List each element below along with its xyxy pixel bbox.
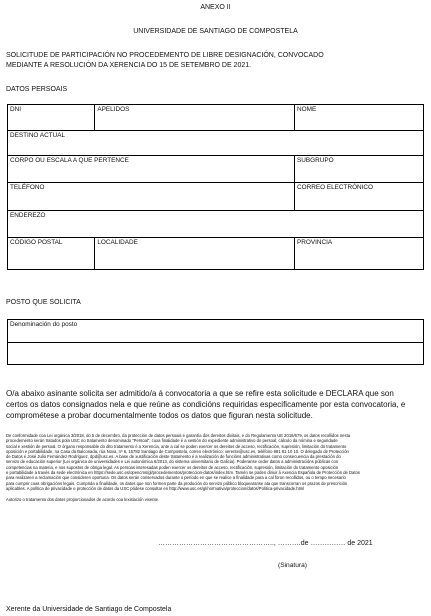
privacy-line: competencias na materia, e nos supostos de obriga legal. As persoas interesadas poden exercer os dereitos de acceso, rectificación, supresión, limitación do tratamento oposición [6,464,339,470]
province-field[interactable]: PROVINCIA [295,238,424,270]
annex-label: ANEXO II [200,4,231,11]
declaration-line1: O/a abaixo asinante solicita ser admitido/a á convocatoria a que se refire esta solicitude e DECLARA que son [6,389,394,398]
privacy-line: de Datos é José Julio Fernández Rodríguez, dpd@usc.es. A base de xustificación deste tratamento é a realización de funcións administrativas como consecuencia da prestación do [6,454,341,460]
place-date-line[interactable]: ………………………………………….., ……….de …………… de 2021 [158,540,373,547]
privacy-notice [6,433,427,491]
privacy-line: servizo de educación superior (Lei orgánica de universidades e Lei autonómica 6/2013, do sistema universitario de Galicia). Poderanse ceder datos a administracións públicas con [6,459,339,465]
address-field[interactable]: ENDEREZO [8,211,424,238]
post-denomination-field[interactable]: Denominación do posto [8,320,424,343]
form-title-line2: MEDIANTE A RESOLUCIÓN DA XERENCIA DO 15 DE SETEMBRO DE 2021. [6,62,252,69]
privacy-line: De conformidade coa Lei orgánica 3/2018, do 5 de decembro, da protección de datos persoais e garantía dos dereitos dixitais, e do Regulamento UE 2016/679, os datos recollidos nesta [6,433,351,438]
privacy-line: aplicables. A política de privacidade e protección de datos da USC pódese consultar en http://www.usc.es/gl/normativa/proteccion/datos/Politica-privacidade.html [6,485,305,491]
postal-code-field[interactable]: CÓDIGO POSTAL [8,238,95,270]
signature-label: (Sinatura) [278,562,307,569]
surnames-field[interactable]: APELIDOS [95,105,295,131]
locality-field[interactable]: LOCALIDADE [95,238,295,270]
email-field[interactable]: CORREO ELECTRÓNICO [295,183,424,211]
privacy-line: para realizaren a reclamación que consideren oportuna. Os datos serán conservados durante o período en que se realice a finalidade para a cal foron recollidos, ou o tempo necesario [6,475,346,481]
corps-field[interactable]: CORPO OU ESCALA A QUE PERTENCE [8,156,295,183]
declaration-line2: certos os datos consignados nela e que reúne as condicións requiridas especificamente por esta convocatoria, e [6,400,406,409]
university-name: UNIVERSIDADE DE SANTIAGO DE COMPOSTELA [133,28,298,35]
declaration-line3: comprométese a probar documentalmente todos os datos que figuran nesta solicitude. [6,411,313,420]
personal-data-table [7,104,424,270]
addressee: Xerente da Universidade de Santiago de Compostela [6,606,172,613]
dni-field[interactable]: DNI [8,105,95,131]
form-title-line1: SOLICITUDE DE PARTICIPACIÓN NO PROCEDEMENTO DE LIBRE DESIGNACIÓN, CONVOCADO [6,52,324,59]
phone-field[interactable]: TELÉFONO [8,183,295,211]
requested-post-heading: POSTO QUE SOLICITA [6,299,81,306]
privacy-line: social e xestión de persoal. O órgano responsable do dito tratamento é a Xerencia, ante a cal se poden exercer os dereitos de acceso, rectificación, supresión, limitación do tratamento [6,443,347,449]
name-field[interactable]: NOME [295,105,424,131]
current-post-field[interactable]: DESTINO ACTUAL [8,131,424,156]
privacy-line: procedemento serán tratados pola USC no tratamento denominado "Persoal", cuxa finalidade é a xestión do expediente administrativo do persoal, cálculo da nómina e seguridade [6,438,338,444]
data-authorization: Autorizo o tratamento dos datos proporcionados de acordo coa lexislación vixente. [6,497,160,502]
privacy-line: e portabilidade a través da sede electrónica en https://sede.usc.es/opencms/gl/procedementos/proteccion-datos/index.htm. Tamén se poden dirixir á Axencia Española de Protección de Datos [6,470,360,476]
personal-data-heading: DATOS PERSOAIS [6,86,68,93]
requested-post-table [7,319,424,365]
subgroup-field[interactable]: SUBGRUPO [295,156,424,183]
privacy-line: oposición e portabilidade, na Casa da Balconada, rúa Nova, nº 6, 15782 Santiago de Compostela, correo electrónico: xerente@usc.es, teléfono 881 81 10 10. O delegado de Protección [6,448,349,454]
post-denomination-blank[interactable] [8,343,424,365]
privacy-line: para cumprir coas obrigacións legais. Cumprida a finalidade, os datos que non formen parte da produción do servizo público bloquearanse ata que transcorran os prazos de prescrición [6,480,348,486]
